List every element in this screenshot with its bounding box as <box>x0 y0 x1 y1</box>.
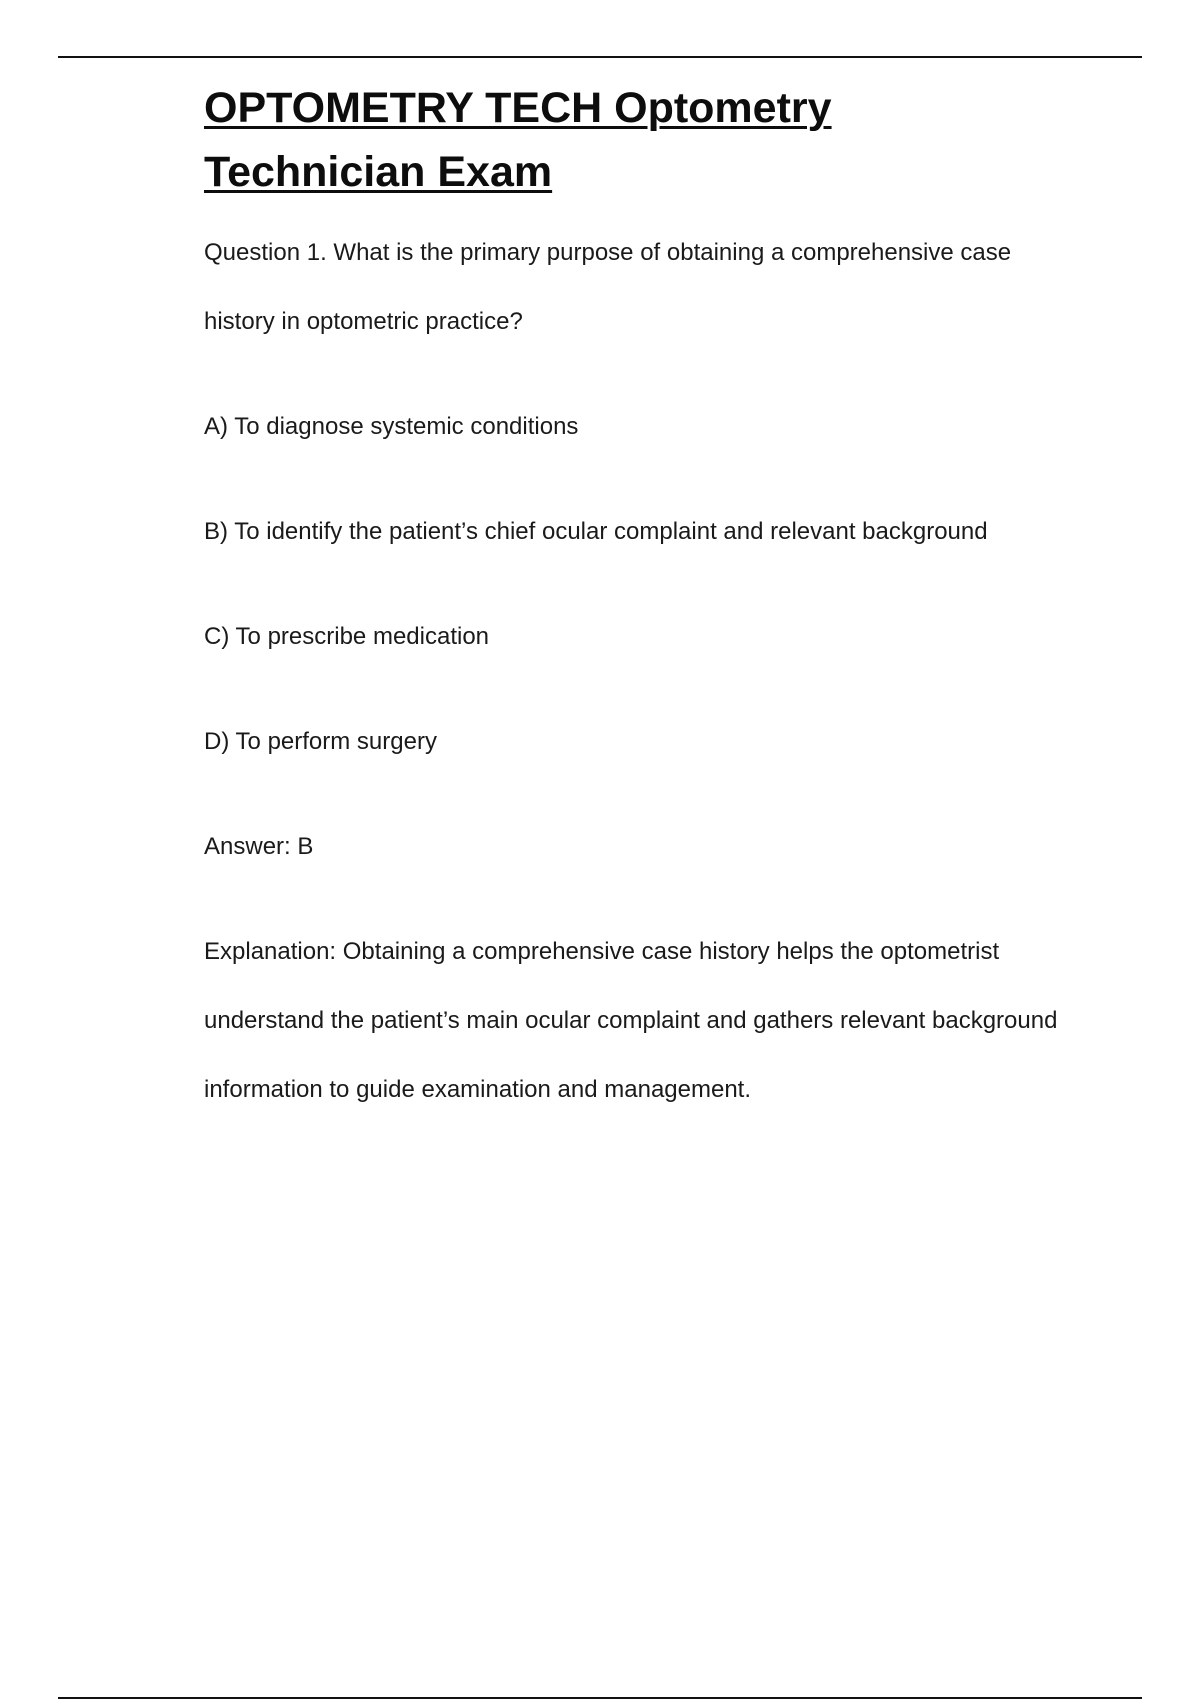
question-text: Question 1. What is the primary purpose of obtaining a comprehensive case history in optometric practice? <box>204 239 1012 335</box>
option-c: C) To prescribe medication <box>204 623 490 650</box>
bottom-rule <box>58 1697 1142 1699</box>
page-title: OPTOMETRY TECH Optometry Technician Exam <box>204 84 832 196</box>
option-a: A) To diagnose systemic conditions <box>204 413 579 440</box>
option-d: D) To perform surgery <box>204 728 437 755</box>
top-rule <box>58 56 1142 58</box>
explanation-text: Explanation: Obtaining a comprehensive case history helps the optometrist understand the patient’s main ocular complaint and gathers relevant background information to guide examination and management. <box>204 938 1058 1103</box>
option-b: B) To identify the patient’s chief ocular complaint and relevant background <box>204 518 988 545</box>
document-body <box>204 76 1064 1124</box>
answer-text: Answer: B <box>204 833 314 860</box>
